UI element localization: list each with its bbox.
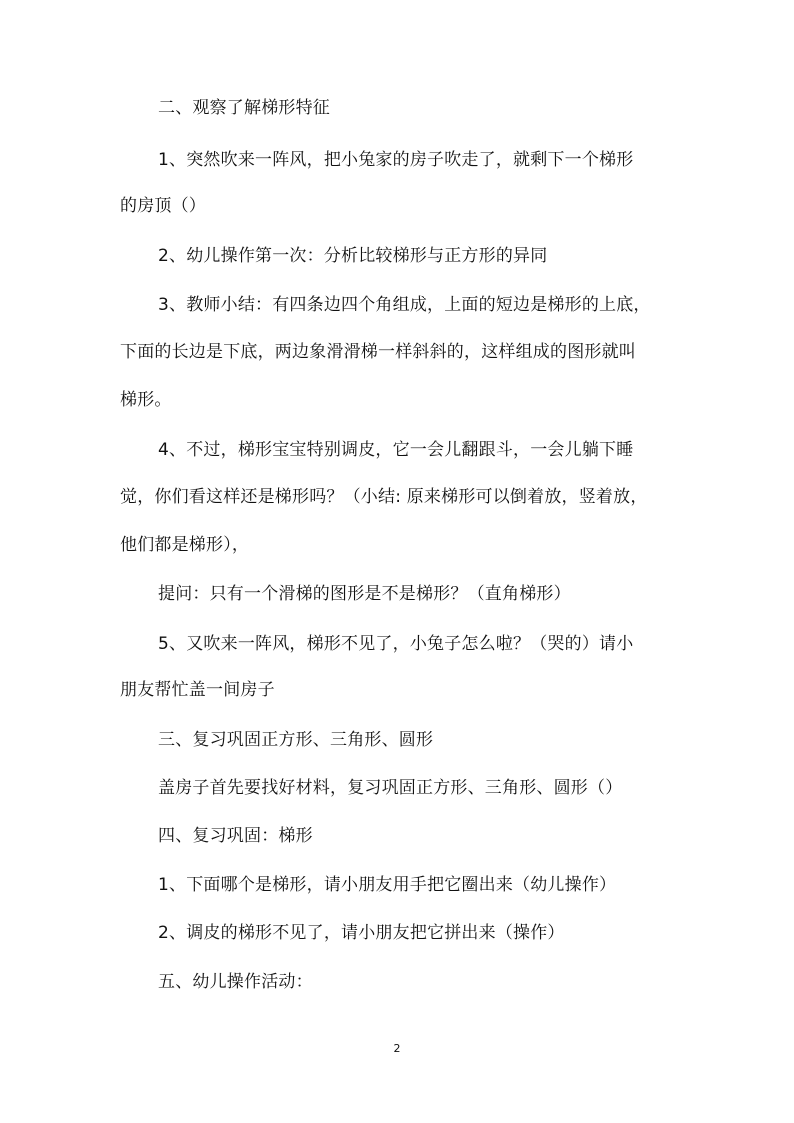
paragraph-5-line-1: 5、又吹来一阵风，梯形不见了，小兔子怎么啦？（哭的）请小	[158, 634, 634, 654]
section-4-item-2: 2、调皮的梯形不见了，请小朋友把它拼出来（操作）	[158, 923, 565, 943]
paragraph-2: 2、幼儿操作第一次：分析比较梯形与正方形的异同	[158, 246, 548, 266]
section-4-item-1: 1、下面哪个是梯形，请小朋友用手把它圈出来（幼儿操作）	[158, 875, 617, 895]
paragraph-5-line-2: 朋友帮忙盖一间房子	[120, 680, 275, 700]
paragraph-3-line-3: 梯形。	[120, 390, 172, 410]
section-3-paragraph: 盖房子首先要找好材料，复习巩固正方形、三角形、圆形（）	[158, 778, 623, 798]
page-number: 2	[393, 1042, 401, 1055]
section-heading-2: 二、观察了解梯形特征	[158, 98, 330, 118]
paragraph-1-line-2: 的房顶（）	[120, 196, 206, 216]
paragraph-4-line-2: 觉，你们看这样还是梯形吗？（小结: 原来梯形可以倒着放，竖着放，	[120, 487, 648, 507]
paragraph-3-line-2: 下面的长边是下底，两边象滑滑梯一样斜斜的，这样组成的图形就叫	[120, 342, 636, 362]
section-heading-4: 四、复习巩固：梯形	[158, 826, 313, 846]
question-line: 提问：只有一个滑梯的图形是不是梯形？（直角梯形）	[158, 584, 571, 604]
paragraph-3-line-1: 3、教师小结：有四条边四个角组成，上面的短边是梯形的上底，	[158, 295, 651, 315]
section-heading-3: 三、复习巩固正方形、三角形、圆形	[158, 730, 434, 750]
paragraph-1-line-1: 1、突然吹来一阵风，把小兔家的房子吹走了，就剩下一个梯形	[158, 150, 634, 170]
section-heading-5: 五、幼儿操作活动：	[158, 972, 313, 992]
paragraph-4-line-1: 4、不过，梯形宝宝特别调皮，它一会儿翻跟斗，一会儿躺下睡	[158, 440, 634, 460]
paragraph-4-line-3: 他们都是梯形），	[120, 535, 250, 555]
